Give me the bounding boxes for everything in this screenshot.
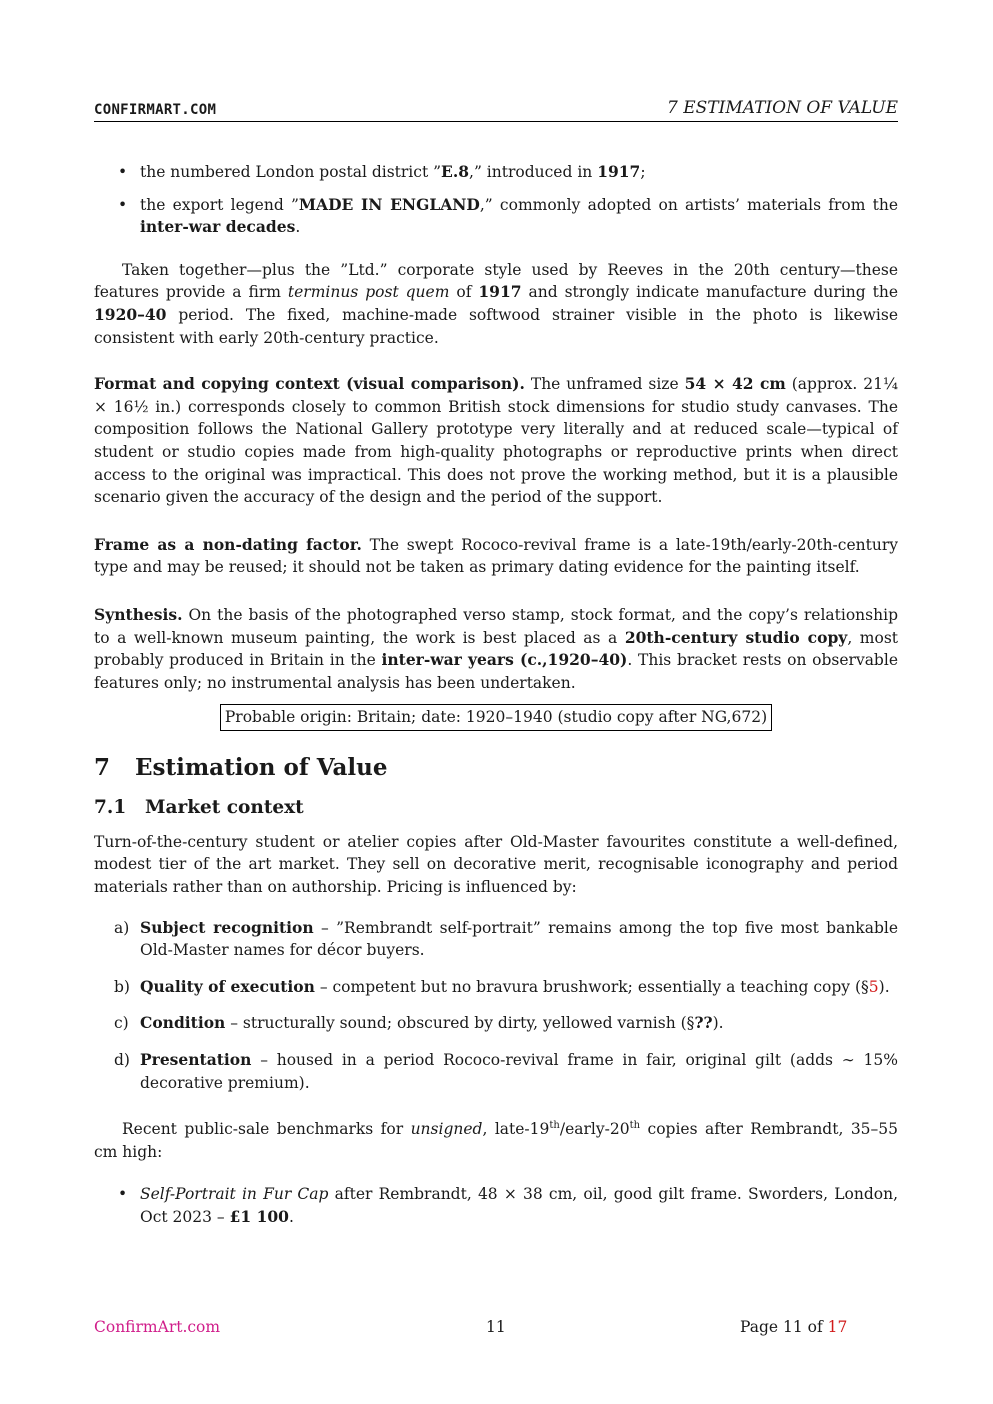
pricing-factors-list: [94, 917, 898, 1095]
paragraph-benchmarks: Recent public-sale benchmarks for unsigned, late-19th/early-20th copies after Rembrandt, 35–55 cm high:: [94, 1120, 899, 1161]
dating-evidence-list: [94, 161, 898, 239]
conclusion-box: Probable origin: Britain; date: 1920–1940 (studio copy after NG,672): [220, 704, 772, 731]
section-heading: 7 Estimation of Value: [94, 753, 388, 781]
list-item: • the numbered London postal district ”E.8,” introduced in 1917;: [94, 161, 898, 184]
paragraph-market: Turn-of-the-century student or atelier copies after Old-Master favourites constitute a well-defined, modest tier of the art market. They sell on decorative merit, recognisable iconography and period materials rather than on authorship. Pricing is influenced by:: [94, 832, 898, 897]
page-header: [94, 97, 898, 122]
page-footer: [94, 1316, 898, 1340]
confirmart-logo: CONFIRMART.COM: [94, 102, 217, 118]
unresolved-ref: ??: [694, 1013, 713, 1033]
paragraph-taken-together: Taken together—plus the ”Ltd.” corporate style used by Reeves in the 20th century—these features provide a firm terminus post quem of 1917 and strongly indicate manufacture during the 1920–40 period. The fixed, machine-made softwood strainer visible in the photo is likewise consistent with early 20th-century practice.: [94, 260, 899, 347]
paragraph-frame: Frame as a non-dating factor. The swept Rococo-revival frame is a late-19th/early-20th-century type and may be reused; it should not be taken as primary dating evidence for the painting itself.: [94, 534, 899, 577]
list-item: d) Presentation – housed in a period Rococo-revival frame in fair, original gilt (adds ∼ 15% decorative premium).: [114, 1050, 898, 1092]
list-item: a) Subject recognition – ”Rembrandt self-portrait” remains among the top five most bankable Old-Master names for décor buyers.: [114, 917, 898, 960]
list-item: b) Quality of execution – competent but no bravura brushwork; essentially a teaching copy (§5).: [114, 976, 890, 996]
paragraph-synthesis: Synthesis. On the basis of the photographed verso stamp, stock format, and the copy’s relationship to a well-known museum painting, the work is best placed as a 20th-century studio copy, most probably produced in Britain in the inter-war years (c.,1920–40). This bracket rests on observable features only; no instrumental analysis has been undertaken.: [94, 604, 898, 692]
total-pages-link[interactable]: 17: [827, 1318, 848, 1336]
page-of-indicator: Page 11 of 17: [740, 1318, 848, 1336]
paragraph-format-context: Format and copying context (visual comparison). The unframed size 54 × 42 cm (approx. 21¼ × 16½ in.) corresponds closely to common British stock dimensions for studio study canvases. The composition follows the National Gallery prototype very literally and at reduced scale—typical of student or studio copies made from high-quality photographs or reproductive prints when direct access to the original was impractical. This does not prove the working method, but it is a plausible scenario given the accuracy of the design and the period of the support.: [94, 374, 898, 507]
list-item: • the export legend ”MADE IN ENGLAND,” commonly adopted on artists’ materials from the inter-war decades.: [94, 194, 898, 239]
footer-brand-link[interactable]: ConfirmArt.com: [94, 1318, 221, 1336]
section-ref-link[interactable]: 5: [868, 977, 879, 996]
subsection-heading: 7.1 Market context: [94, 796, 304, 818]
list-item: • Self-Portrait in Fur Cap after Rembrandt, 48 × 38 cm, oil, good gilt frame. Sworders, London, Oct 2023 – £1 100.: [94, 1183, 898, 1228]
running-head: 7 ESTIMATION OF VALUE: [667, 98, 898, 118]
list-item: c) Condition – structurally sound; obscured by dirty, yellowed varnish (§??).: [114, 1013, 724, 1033]
page-body: [94, 161, 898, 1229]
page-number: 11: [486, 1318, 506, 1336]
conclusion-box-wrap: [94, 704, 898, 731]
benchmark-list: [94, 1183, 898, 1228]
